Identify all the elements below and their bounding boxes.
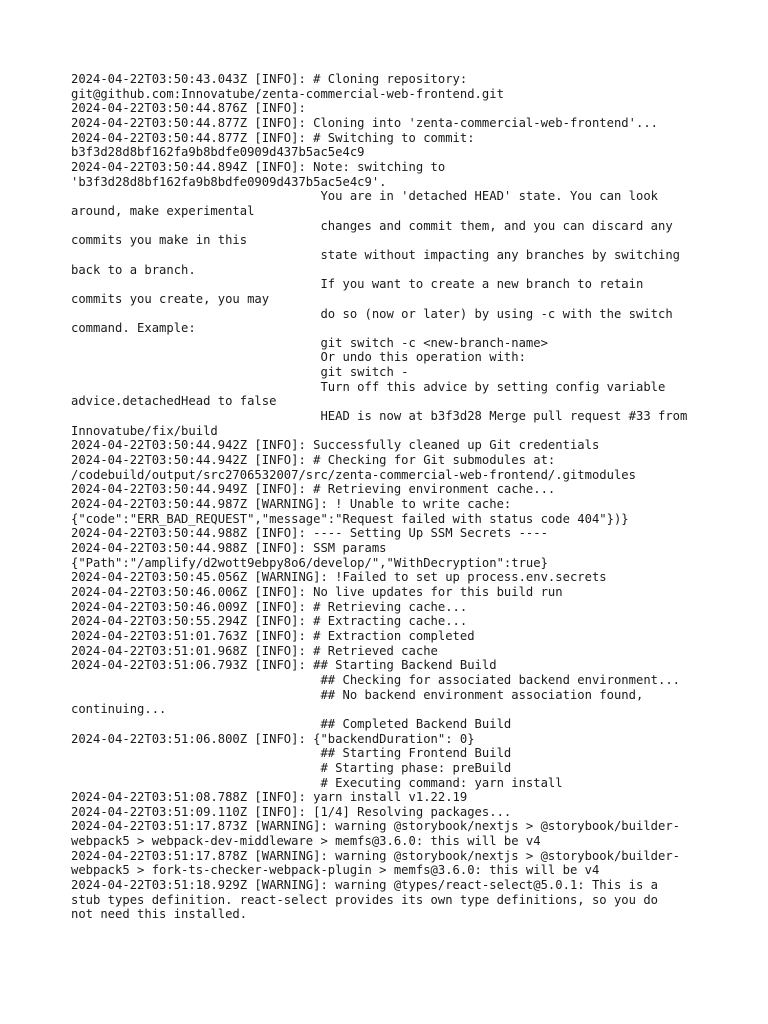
log-line: git switch - bbox=[71, 365, 409, 380]
log-line: stub types definition. react-select provides its own type definitions, so you do bbox=[71, 892, 658, 907]
log-line: commits you create, you may bbox=[71, 291, 270, 306]
log-line: 2024-04-22T03:51:18.929Z [WARNING]: warning @types/react-select@5.0.1: This is a bbox=[71, 878, 658, 893]
log-line: command. Example: bbox=[71, 321, 196, 336]
log-line: ## No backend environment association found, bbox=[71, 687, 644, 702]
log-line: not need this installed. bbox=[71, 907, 248, 922]
log-line: do so (now or later) by using -c with the switch bbox=[71, 306, 673, 321]
log-line: 2024-04-22T03:50:44.988Z [INFO]: ---- Setting Up SSM Secrets ---- bbox=[71, 526, 548, 541]
log-line: # Executing command: yarn install bbox=[71, 775, 563, 790]
build-log-page bbox=[71, 72, 711, 922]
log-line: continuing... bbox=[71, 702, 167, 717]
log-line: 2024-04-22T03:51:06.800Z [INFO]: {"backendDuration": 0} bbox=[71, 731, 475, 746]
log-line: git@github.com:Innovatube/zenta-commercial-web-frontend.git bbox=[71, 86, 504, 101]
log-line: 2024-04-22T03:50:46.009Z [INFO]: # Retrieving cache... bbox=[71, 599, 468, 614]
log-line: HEAD is now at b3f3d28 Merge pull request #33 from bbox=[71, 409, 688, 424]
log-line: # Starting phase: preBuild bbox=[71, 760, 512, 775]
log-line: 2024-04-22T03:50:44.949Z [INFO]: # Retrieving environment cache... bbox=[71, 482, 556, 497]
log-line: ## Checking for associated backend environment... bbox=[71, 672, 681, 687]
log-line: 2024-04-22T03:50:46.006Z [INFO]: No live updates for this build run bbox=[71, 584, 563, 599]
log-line: state without impacting any branches by switching bbox=[71, 247, 681, 262]
log-line: around, make experimental bbox=[71, 203, 255, 218]
log-line: {"Path":"/amplify/d2wott9ebpy8o6/develop/","WithDecryption":true} bbox=[71, 555, 548, 570]
log-line: 2024-04-22T03:51:08.788Z [INFO]: yarn install v1.22.19 bbox=[71, 790, 468, 805]
log-line: webpack5 > webpack-dev-middleware > memfs@3.6.0: this will be v4 bbox=[71, 834, 541, 849]
build-log-text bbox=[71, 72, 711, 922]
log-line: 2024-04-22T03:50:44.876Z [INFO]: bbox=[71, 101, 306, 116]
log-line: 2024-04-22T03:50:44.877Z [INFO]: # Switching to commit: bbox=[71, 130, 475, 145]
log-line: 2024-04-22T03:50:44.987Z [WARNING]: ! Unable to write cache: bbox=[71, 497, 512, 512]
log-line: 2024-04-22T03:51:01.763Z [INFO]: # Extraction completed bbox=[71, 628, 475, 643]
log-line: Or undo this operation with: bbox=[71, 350, 526, 365]
log-line: /codebuild/output/src2706532007/src/zenta-commercial-web-frontend/.gitmodules bbox=[71, 467, 636, 482]
log-line: 2024-04-22T03:50:44.942Z [INFO]: Successfully cleaned up Git credentials bbox=[71, 438, 600, 453]
log-line: 2024-04-22T03:50:44.942Z [INFO]: # Checking for Git submodules at: bbox=[71, 453, 556, 468]
log-line: 2024-04-22T03:50:43.043Z [INFO]: # Cloning repository: bbox=[71, 72, 468, 86]
log-line: 2024-04-22T03:51:06.793Z [INFO]: ## Starting Backend Build bbox=[71, 658, 497, 673]
log-line: webpack5 > fork-ts-checker-webpack-plugin > memfs@3.6.0: this will be v4 bbox=[71, 863, 600, 878]
log-line: 2024-04-22T03:50:44.988Z [INFO]: SSM params bbox=[71, 541, 387, 555]
log-line: 2024-04-22T03:51:17.878Z [WARNING]: warning @storybook/nextjs > @storybook/builder- bbox=[71, 848, 681, 863]
log-line: You are in 'detached HEAD' state. You can look bbox=[71, 189, 658, 204]
log-line: 2024-04-22T03:51:09.110Z [INFO]: [1/4] Resolving packages... bbox=[71, 804, 512, 819]
log-line: ## Completed Backend Build bbox=[71, 716, 512, 731]
log-line: ## Starting Frontend Build bbox=[71, 746, 512, 761]
log-line: 2024-04-22T03:51:01.968Z [INFO]: # Retrieved cache bbox=[71, 643, 438, 658]
log-line: 'b3f3d28d8bf162fa9b8bdfe0909d437b5ac5e4c9'. bbox=[71, 174, 387, 189]
log-line: commits you make in this bbox=[71, 233, 248, 248]
log-line: b3f3d28d8bf162fa9b8bdfe0909d437b5ac5e4c9 bbox=[71, 145, 365, 160]
log-line: 2024-04-22T03:50:45.056Z [WARNING]: !Failed to set up process.env.secrets bbox=[71, 570, 607, 585]
log-line: changes and commit them, and you can discard any bbox=[71, 218, 673, 233]
log-line: 2024-04-22T03:51:17.873Z [WARNING]: warning @storybook/nextjs > @storybook/builder- bbox=[71, 819, 681, 834]
log-line: If you want to create a new branch to retain bbox=[71, 277, 644, 292]
log-line: advice.detachedHead to false bbox=[71, 394, 277, 409]
log-line: Innovatube/fix/build bbox=[71, 423, 218, 438]
log-line: git switch -c <new-branch-name> bbox=[71, 335, 548, 350]
log-line: Turn off this advice by setting config variable bbox=[71, 379, 666, 394]
log-line: 2024-04-22T03:50:55.294Z [INFO]: # Extracting cache... bbox=[71, 614, 468, 629]
log-line: {"code":"ERR_BAD_REQUEST","message":"Request failed with status code 404"})} bbox=[71, 511, 629, 526]
log-line: back to a branch. bbox=[71, 262, 196, 277]
log-line: 2024-04-22T03:50:44.877Z [INFO]: Cloning into 'zenta-commercial-web-frontend'... bbox=[71, 115, 658, 130]
log-line: 2024-04-22T03:50:44.894Z [INFO]: Note: switching to bbox=[71, 159, 446, 174]
